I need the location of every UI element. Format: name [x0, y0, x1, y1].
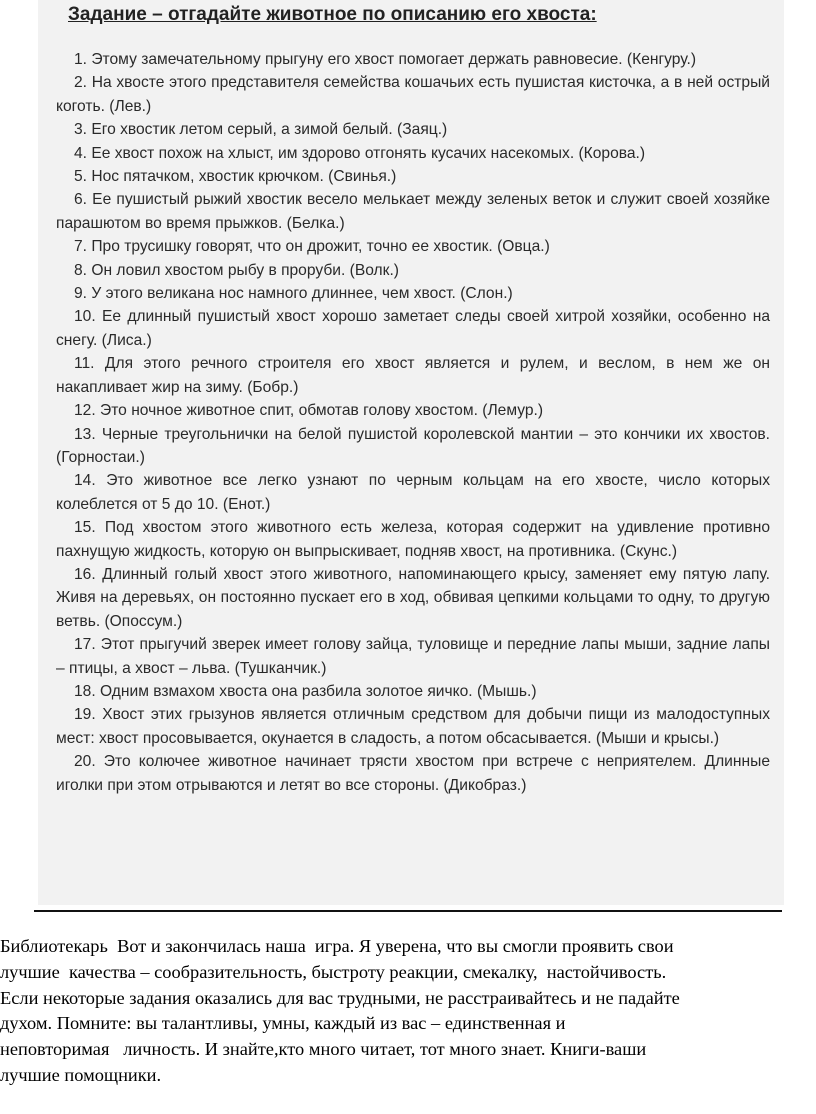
riddle-item-11: 11. Для этого речного строителя его хвост является и рулем, и веслом, в нем же он накапливает жир на зиму. (Бобр.): [56, 355, 770, 396]
closing-line-5: неповторимая личность. И знайте,кто много читает, тот много знает. Книги-ваши: [0, 1039, 647, 1060]
riddle-item-2: 2. На хвосте этого представителя семейства кошачьих есть пушистая кисточка, а в ней острый коготь. (Лев.): [56, 74, 770, 115]
closing-line-2: лучшие качества – сообразительность, быстроту реакции, смекалку, настойчивость.: [0, 961, 667, 982]
riddle-item-12: 12. Это ночное животное спит, обмотав голову хвостом. (Лемур.): [74, 402, 544, 420]
riddle-list: [56, 48, 770, 797]
closing-line-3: Если некоторые задания оказались для вас трудными, не расстраивайтесь и не падайте: [0, 987, 680, 1008]
horizontal-rule: [34, 910, 782, 912]
riddle-item-7: 7. Про трусишку говорят, что он дрожит, точно ее хвостик. (Овца.): [74, 238, 550, 256]
riddle-item-17: 17. Этот прыгучий зверек имеет голову зайца, туловище и передние лапы мыши, задние лапы – птицы, а хвост – льва. (Тушканчик.): [56, 636, 770, 677]
riddle-item-14: 14. Это животное все легко узнают по черным кольцам на его хвосте, число которых колеблется от 5 до 10. (Енот.): [56, 472, 770, 513]
riddle-item-15: 15. Под хвостом этого животного есть железа, которая содержит на удивление противно пахнущую жидкость, которую он выпрыскивает, подняв хвост, на противника. (Скунс.): [56, 519, 770, 560]
closing-line-1: Библиотекарь Вот и закончилась наша игра. Я уверена, что вы смогли проявить свои: [0, 936, 674, 956]
task-title: Задание – отгадайте животное по описанию его хвоста:: [68, 4, 597, 25]
closing-paragraph: [0, 934, 808, 1089]
riddle-item-1: 1. Этому замечательному прыгуну его хвост помогает держать равновесие. (Кенгуру.): [74, 51, 697, 68]
riddle-item-13: 13. Черные треугольнички на белой пушистой королевской мантии – это кончики их хвостов. (Горностаи.): [56, 425, 770, 466]
riddle-item-4: 4. Ее хвост похож на хлыст, им здорово отгонять кусачих насекомых. (Корова.): [74, 144, 646, 162]
closing-line-6: лучшие помощники.: [0, 1064, 162, 1085]
riddle-item-16: 16. Длинный голый хвост этого животного, напоминающего крысу, заменяет ему пятую лапу. Живя на деревьях, он постоянно пускает его в ход, обвивая цепкими кольцами то одну, то другую ветвь. (Опоссум.): [56, 565, 770, 630]
riddle-item-6: 6. Ее пушистый рыжий хвостик весело мелькает между зеленых веток и служит своей хозяйке парашютом во время прыжков. (Белка.): [56, 191, 770, 232]
closing-line-4: духом. Помните: вы талантливы, умны, каждый из вас – единственная и: [0, 1013, 566, 1034]
riddle-item-8: 8. Он ловил хвостом рыбу в проруби. (Волк.): [74, 261, 400, 279]
riddle-item-20: 20. Это колючее животное начинает трясти хвостом при встрече с неприятелем. Длинные иголки при этом отрываются и летят во все стороны. (Дикобраз.): [56, 753, 770, 794]
riddle-item-18: 18. Одним взмахом хвоста она разбила золотое яичко. (Мышь.): [74, 682, 537, 700]
riddle-item-10: 10. Ее длинный пушистый хвост хорошо заметает следы своей хитрой хозяйки, особенно на снегу. (Лиса.): [56, 308, 770, 349]
riddle-item-19: 19. Хвост этих грызунов является отличным средством для добычи пищи из малодоступных мест: хвост просовывается, окунается в сладость, а потом обсасывается. (Мыши и крысы.): [56, 706, 770, 747]
riddle-item-5: 5. Нос пятачком, хвостик крючком. (Свинья.): [74, 168, 397, 186]
riddle-item-3: 3. Его хвостик летом серый, а зимой белый. (Заяц.): [74, 121, 448, 139]
riddle-item-9: 9. У этого великана нос намного длиннее, чем хвост. (Слон.): [74, 285, 513, 303]
